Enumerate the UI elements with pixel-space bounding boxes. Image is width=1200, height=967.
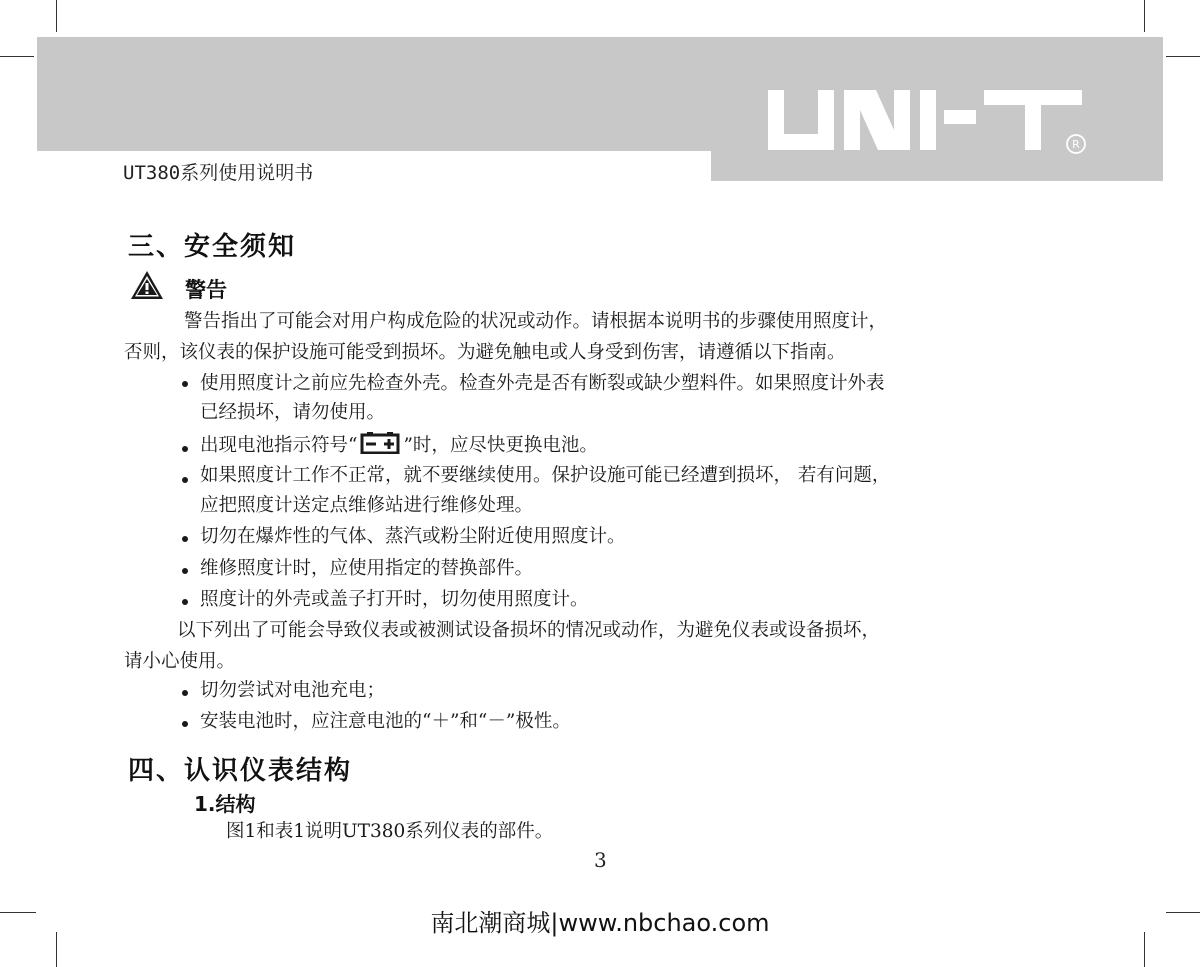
subsection-heading: 1.结构 bbox=[194, 792, 256, 816]
bullet-dot bbox=[182, 446, 188, 452]
registered-mark: R bbox=[1072, 138, 1080, 151]
bullet-dot bbox=[182, 381, 188, 387]
list-item: 如果照度计工作不正常，就不要继续使用。保护设施可能已经遭到损坏， 若有问题， bbox=[200, 465, 891, 486]
list-item: 切勿尝试对电池充电； bbox=[200, 680, 386, 701]
bullet-dot bbox=[182, 568, 188, 574]
section-heading-structure: 四、认识仪表结构 bbox=[128, 756, 353, 786]
bullet-dot bbox=[182, 721, 188, 727]
list-item: 维修照度计时，应使用指定的替换部件。 bbox=[200, 558, 534, 579]
page-number: 3 bbox=[594, 848, 607, 872]
list-item: 切勿在爆炸性的气体、蒸汽或粉尘附近使用照度计。 bbox=[200, 526, 626, 547]
crop-mark bbox=[1144, 0, 1145, 32]
bullet-dot bbox=[182, 477, 188, 483]
list-item-text: 出现电池指示符号“ bbox=[200, 435, 358, 456]
crop-mark bbox=[56, 0, 57, 32]
list-item-continuation: 应把照度计送定点维修站进行维修处理。 bbox=[200, 495, 534, 516]
paragraph-line: 请小心使用。 bbox=[124, 651, 236, 672]
battery-indicator-icon bbox=[360, 432, 400, 454]
list-item-continuation: 已经损坏，请勿使用。 bbox=[200, 402, 386, 423]
paragraph-line: 以下列出了可能会导致仪表或被测试设备损坏的情况或动作，为避免仪表或设备损坏， bbox=[177, 620, 881, 641]
brand-logo bbox=[764, 84, 1094, 156]
list-item bbox=[200, 432, 598, 458]
warning-label: 警告 bbox=[185, 278, 227, 302]
crop-mark bbox=[1166, 56, 1200, 57]
bullet-dot bbox=[182, 536, 188, 542]
list-item-text: ”时，应尽快更换电池。 bbox=[403, 435, 598, 456]
section-heading-safety: 三、安全须知 bbox=[128, 232, 297, 262]
document-title: UT380系列使用说明书 bbox=[123, 162, 314, 184]
bullet-dot bbox=[182, 690, 188, 696]
paragraph-line: 图1和表1说明UT380系列仪表的部件。 bbox=[226, 821, 554, 842]
list-item: 照度计的外壳或盖子打开时，切勿使用照度计。 bbox=[200, 589, 589, 610]
paragraph-line: 警告指出了可能会对用户构成危险的状况或动作。请根据本说明书的步骤使用照度计， bbox=[184, 311, 888, 332]
crop-mark bbox=[0, 56, 34, 57]
list-item: 使用照度计之前应先检查外壳。检查外壳是否有断裂或缺少塑料件。如果照度计外表 bbox=[200, 373, 885, 394]
warning-triangle-icon bbox=[130, 270, 164, 300]
list-item: 安装电池时，应注意电池的“＋”和“－”极性。 bbox=[200, 711, 571, 732]
bullet-dot bbox=[182, 599, 188, 605]
footer-watermark: 南北潮商城|www.nbchao.com bbox=[430, 909, 770, 937]
paragraph-line: 否则，该仪表的保护设施可能受到损坏。为避免触电或人身受到伤害，请遵循以下指南。 bbox=[124, 342, 846, 363]
